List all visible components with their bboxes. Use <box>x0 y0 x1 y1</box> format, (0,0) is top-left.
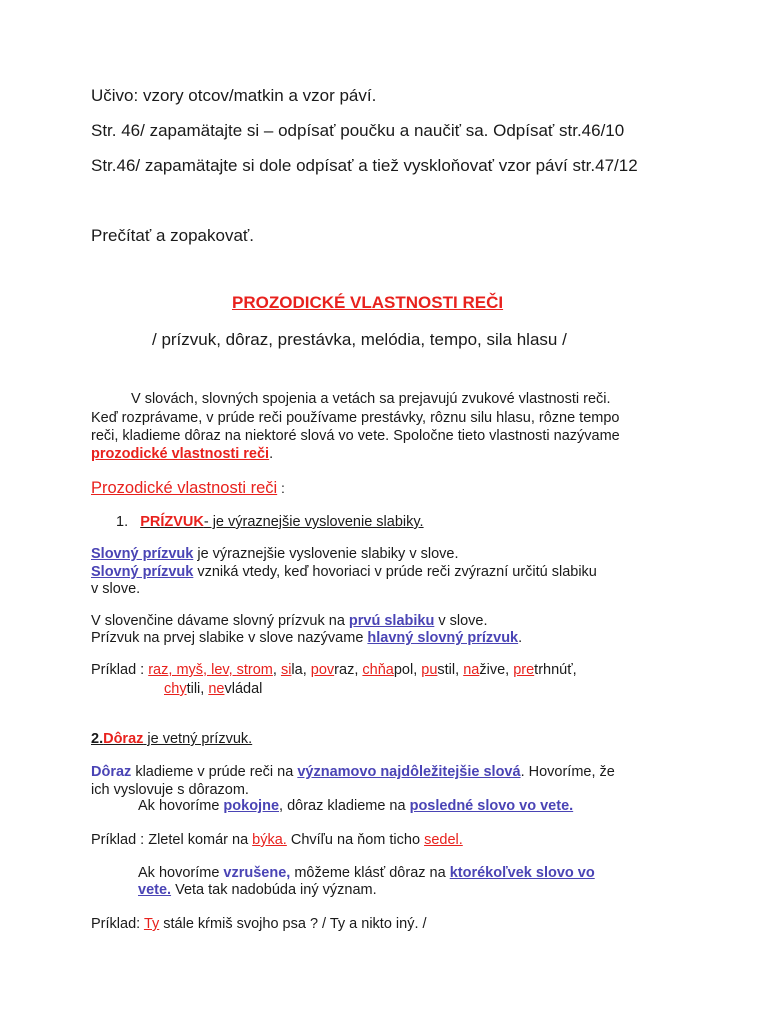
term-prozodicke: prozodické vlastnosti reči <box>91 446 270 462</box>
doraz-line-1 <box>91 764 615 780</box>
ex-comma: , <box>203 662 212 678</box>
para1-line-4 <box>91 446 273 462</box>
ex-word-mys: myš <box>176 662 204 678</box>
slovny-prizvuk-text-1: je výraznejšie vyslovenie slabiky v slove. <box>193 546 459 562</box>
ex-comma: , <box>272 662 281 678</box>
item-1-term: PRÍZVUK <box>140 514 204 530</box>
example-3 <box>91 916 427 932</box>
intro-line-4: Prečítať a zopakovať. <box>91 226 255 245</box>
example-2-mid: Chvíľu na ňom ticho <box>286 832 425 848</box>
intro-line-2: Str. 46/ zapamätajte si – odpísať poučku a naučiť sa. Odpísať str.46/10 <box>91 121 625 140</box>
term-slovny-prizvuk-2: Slovný prízvuk <box>91 564 194 580</box>
ex-comma: , <box>413 662 422 678</box>
ex-word-chnapol-stress: chňa <box>362 662 394 678</box>
para1-line-3: reči, kladieme dôraz na niektoré slová vo vete. Spoločne tieto vlastnosti nazývame <box>91 428 620 444</box>
term-vyznamovo: významovo najdôležitejšie slová <box>297 764 521 780</box>
term-ktorekolvek: ktorékoľvek slovo vo <box>449 865 595 881</box>
ex-word-nazive-rest: žive <box>479 662 506 678</box>
ex2-word-sedel: sedel. <box>424 832 463 848</box>
para1-line-2: Keď rozprávame, v prúde reči používame prestávky, rôznu silu hlasu, rôzne tempo <box>91 410 620 426</box>
doraz-text-1-end: . Hovoríme, že <box>520 764 615 780</box>
slovencina-line-1 <box>91 613 488 629</box>
ex-word-strom: strom <box>236 662 273 678</box>
ex-word-pretrhnut-rest: trhnúť, <box>534 662 577 678</box>
example-1-line-1 <box>91 662 577 678</box>
slovencina-text-2-end: . <box>518 630 523 646</box>
item-1-definition: - je výraznejšie vyslovenie slabiky. <box>203 514 424 530</box>
period: . <box>269 446 274 462</box>
section-heading <box>91 479 285 498</box>
ex-word-pustil-stress: pu <box>421 662 438 678</box>
doraz-text-3-mid: , dôraz kladieme na <box>279 798 410 814</box>
term-hlavny-slovny-prizvuk: hlavný slovný prízvuk <box>367 630 519 646</box>
slovny-prizvuk-line-3: v slove. <box>91 581 141 597</box>
example-2-text: Príklad : Zletel komár na <box>91 832 253 848</box>
vzrusene-text-1-mid: môžeme klásť dôraz na <box>290 865 450 881</box>
vzrusene-text-1: Ak hovoríme <box>138 865 224 881</box>
ex-comma: , <box>168 662 177 678</box>
item-1-number: 1. <box>116 514 129 530</box>
item-2-number: 2. <box>91 731 104 747</box>
slovencina-text-1-end: v slove. <box>434 613 488 629</box>
vzrusene-line-1 <box>138 865 595 881</box>
ex-word-chytili-rest: tili, <box>186 681 209 697</box>
term-vzrusene: vzrušene, <box>223 865 291 881</box>
term-doraz: Dôraz <box>91 764 132 780</box>
doraz-line-2: ich vyslovuje s dôrazom. <box>91 782 249 798</box>
example-1-line-2 <box>164 681 262 697</box>
ex2-word-byka: býka. <box>252 832 287 848</box>
ex-comma: , <box>455 662 464 678</box>
slovencina-line-2 <box>91 630 522 646</box>
section-heading-text: Prozodické vlastnosti reči <box>91 479 278 497</box>
item-2 <box>91 731 252 747</box>
intro-line-3: Str.46/ zapamätajte si dole odpísať a tiež vyskloňovať vzor páví str.47/12 <box>91 156 638 175</box>
term-pokojne: pokojne <box>223 798 280 814</box>
term-slovny-prizvuk: Slovný prízvuk <box>91 546 194 562</box>
slovencina-text-1: V slovenčine dávame slovný prízvuk na <box>91 613 349 629</box>
ex-word-raz: raz <box>148 662 169 678</box>
term-posledne-slovo: posledné slovo vo vete. <box>409 798 574 814</box>
para1-line-1: V slovách, slovných spojenia a vetách sa prejavujú zvukové vlastnosti reči. <box>131 391 611 407</box>
vzrusene-line-2 <box>138 882 377 898</box>
ex-word-chnapol-rest: pol <box>393 662 414 678</box>
doraz-text-3: Ak hovoríme <box>138 798 224 814</box>
ex-word-sila-rest: la <box>291 662 303 678</box>
ex-comma: , <box>302 662 311 678</box>
slovencina-text-2: Prízvuk na prvej slabike v slove nazývame <box>91 630 368 646</box>
term-prvu-slabiku: prvú slabiku <box>348 613 435 629</box>
ex-word-nevladal-rest: vládal <box>224 681 263 697</box>
vzrusene-text-2: Veta tak nadobúda iný význam. <box>171 882 377 898</box>
example-1-label: Príklad : <box>91 662 149 678</box>
ex-word-nazive-stress: na <box>463 662 480 678</box>
slovny-prizvuk-text-2: vzniká vtedy, keď hovoriaci v prúde reči zvýrazní určitú slabiku <box>193 564 597 580</box>
ex-word-povraz-stress: pov <box>310 662 335 678</box>
ex-word-sila-stress: si <box>280 662 292 678</box>
example-2 <box>91 832 463 848</box>
item-1 <box>116 514 424 530</box>
intro-line-1: Učivo: vzory otcov/matkin a vzor páví. <box>91 86 377 105</box>
ex3-word-ty: Ty <box>143 916 160 932</box>
item-2-term: Dôraz <box>103 731 144 747</box>
example-3-text: stále kŕmiš svojho psa ? / Ty a nikto iný. / <box>159 916 427 932</box>
page-subtitle: / prízvuk, dôraz, prestávka, melódia, tempo, sila hlasu / <box>152 330 567 349</box>
section-heading-colon: : <box>277 480 285 496</box>
ex-word-povraz-rest: raz <box>334 662 355 678</box>
ex-comma: , <box>354 662 363 678</box>
ex-word-nevladal-stress: ne <box>208 681 225 697</box>
ex-word-pustil-rest: stil <box>437 662 456 678</box>
term-vete: vete. <box>138 882 172 898</box>
page-title: PROZODICKÉ VLASTNOSTI REČI <box>232 293 504 312</box>
slovny-prizvuk-line-1 <box>91 546 458 562</box>
ex-word-lev: lev <box>211 662 229 678</box>
slovny-prizvuk-line-2 <box>91 564 597 580</box>
doraz-text-1: kladieme v prúde reči na <box>131 764 298 780</box>
ex-comma: , <box>505 662 514 678</box>
example-3-label: Príklad: <box>91 916 144 932</box>
doraz-line-3 <box>138 798 573 814</box>
ex-comma: , <box>228 662 237 678</box>
ex-word-chytili-stress: chy <box>164 681 187 697</box>
ex-word-pretrhnut-stress: pre <box>513 662 535 678</box>
item-2-definition: je vetný prízvuk. <box>143 731 253 747</box>
